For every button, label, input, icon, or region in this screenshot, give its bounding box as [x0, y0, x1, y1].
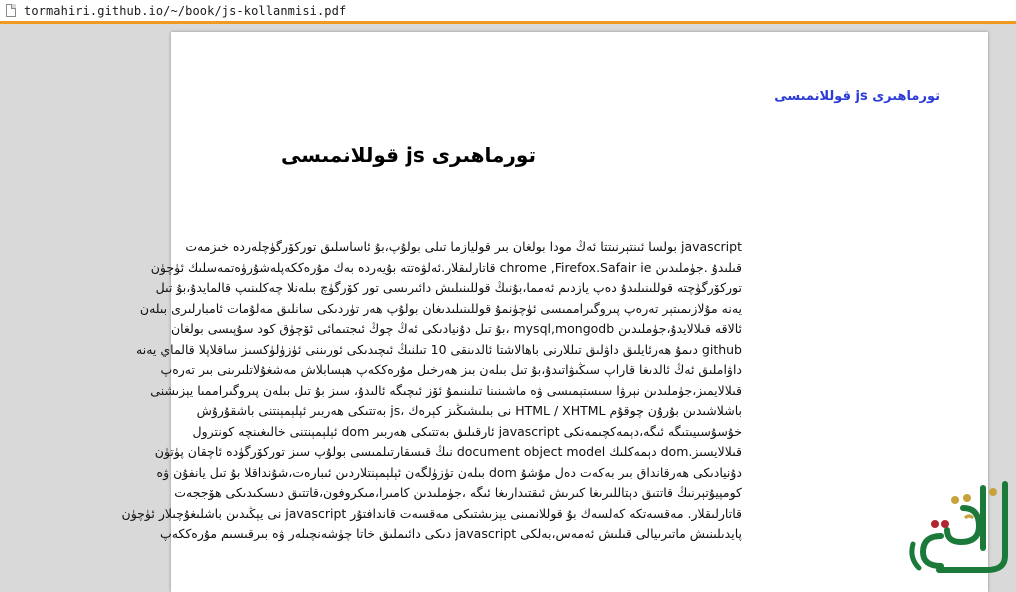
text-line: خۇسۇسىيىتىگە ئىگە،دېمەكچىمەنكى javascript ئارقىلىق بەتتىكى ھەربىر dom ئېلېمېنتنى خالىغىنچە كونترول — [192, 423, 742, 439]
text-line: دۇنيادىكى ھەرقانداق بىر بەكەت دەل مۇشۇ dom بىلەن تۈزۈلگەن ئېلېمېنتلاردىن ئىبارەت،شۇنداقلا بۇ تىل يانفۇن ۋە — [156, 464, 742, 480]
text-line: قىلىدۇ .جۈملىدىن chrome ,Firefox.Safair ie قاتارلىقلار.ئەلۋەتتە بۇيەردە بەك مۇرەككەپلەشۇرۈەتمەسلىك ئۈچۈن — [150, 259, 742, 275]
file-icon — [6, 4, 16, 17]
text-line: پايدىلىنىش ماتىرىيالى قىلىش ئەمەس،بەلكى javascript دىكى دائىملىق خاتا چۈشەنچىلەر ۋە بىرقىسىم مۇرەككەپ — [159, 526, 742, 541]
text-line: يەنە مۇلازىمىتېر تەرەپ پىروگىراممىسى ئۈچۈنمۇ قوللىنىلىدىغان بولۇپ ھەر تۈردىكى سانلىق مەلۇمات ئامبارلىرى بىلەن — [139, 300, 742, 316]
page-title: تورماھىرى js قوللانمىسى — [281, 143, 536, 167]
text-line: github دىمۇ ھەرئايلىق داۋلىق تىللارنى باھالاشتا ئالدىنقى 10 تىلنىڭ ئىچىدىكى ئورىننى ئۈزۈلۈكسىز ساقلاپلا قالماي يەنە — [136, 341, 742, 357]
text-line: توركۆرگۈچتە قوللىنىلىدۇ دەپ يازدىم ئەمما،بۇنىڭ قوللىنىلىش دائىرىسى تور كۆرگۈچ بىلەنلا چەكلىنىپ قالمايدۇ،بۇ تىل — [155, 280, 742, 295]
site-logo — [905, 478, 1015, 576]
text-line: ئالاقە قىلالايدۇ،جۈملىدىن mysql,mongodb ،بۇ تىل دۇنيادىكى ئەڭ چوڭ ئىجتىمائى ئۆچۈق كود سۇپىسى بولغان — [170, 321, 742, 336]
text-line: كومپيۇتېرنىڭ قاتتىق دېتاللىرىغا كىرىش ئىقتىدارىغا ئىگە ،جۈملىدىن كامىرا،مىكروفون،قاتتىق دىسكىدىكى ھۆججەت — [174, 485, 742, 500]
text-line: قىلالايمىز،جۈملىدىن نېرۋا سىستېمىسى ۋە ماشىنىنا تىلىنىمۇ ئۆز ئىچىگە ئالىدۇ، سىز بۇ تىل بىلەن پىروگىراممىا يېزىشنى — [150, 382, 742, 398]
logo-calligraphy-icon — [912, 484, 1005, 570]
text-line: داۋاملىق ئەڭ ئالدىغا قاراپ سىڭىۋاتىدۇ،بۇ تىل بىلەن بىز ھەرخىل مۇرەككەپ ھېسابلاش مەشغۇلاتلىرىنى بىر تەرەپ — [160, 362, 742, 377]
body-paragraph — [76, 237, 742, 545]
text-line: قاتارلىقلار. مەقسەتكە كەلسەك بۇ قوللانمىنى يېزىشتىكى مەقسەت قاندافتۇر javascript نى يېڭىدىن باشلىغۇچىلار ئۈچۈن — [121, 505, 742, 521]
url-text[interactable]: tormahiri.github.io/~/book/js-kollanmisi.pdf — [24, 3, 347, 18]
text-line: قىلالايسىز.dom دېمەكلىك document object model نىڭ قىسقارتىلمىسى بولۇپ سىز توركۆرگۈدە ئاچقان پۈتۈن — [154, 444, 742, 459]
text-line: باشلاشىدىن بۇرۇن چوقۇم HTML / XHTML نى بىلىشىڭىز كېرەك ،js بەتتىكى ھەربىر ئېلېمېنتنى باشقۇرۇش — [196, 403, 742, 418]
running-head: تورماھىرى js قوللانمىسى — [774, 89, 940, 104]
text-line: javascript بولسا ئىنتېرنىتتا ئەڭ مودا بولغان بىر قوليازما تىلى بولۇپ،بۇ ئاساسلىق توركۆرگۈچلەردە خىزمەت — [185, 239, 742, 254]
address-bar[interactable] — [0, 0, 1016, 24]
